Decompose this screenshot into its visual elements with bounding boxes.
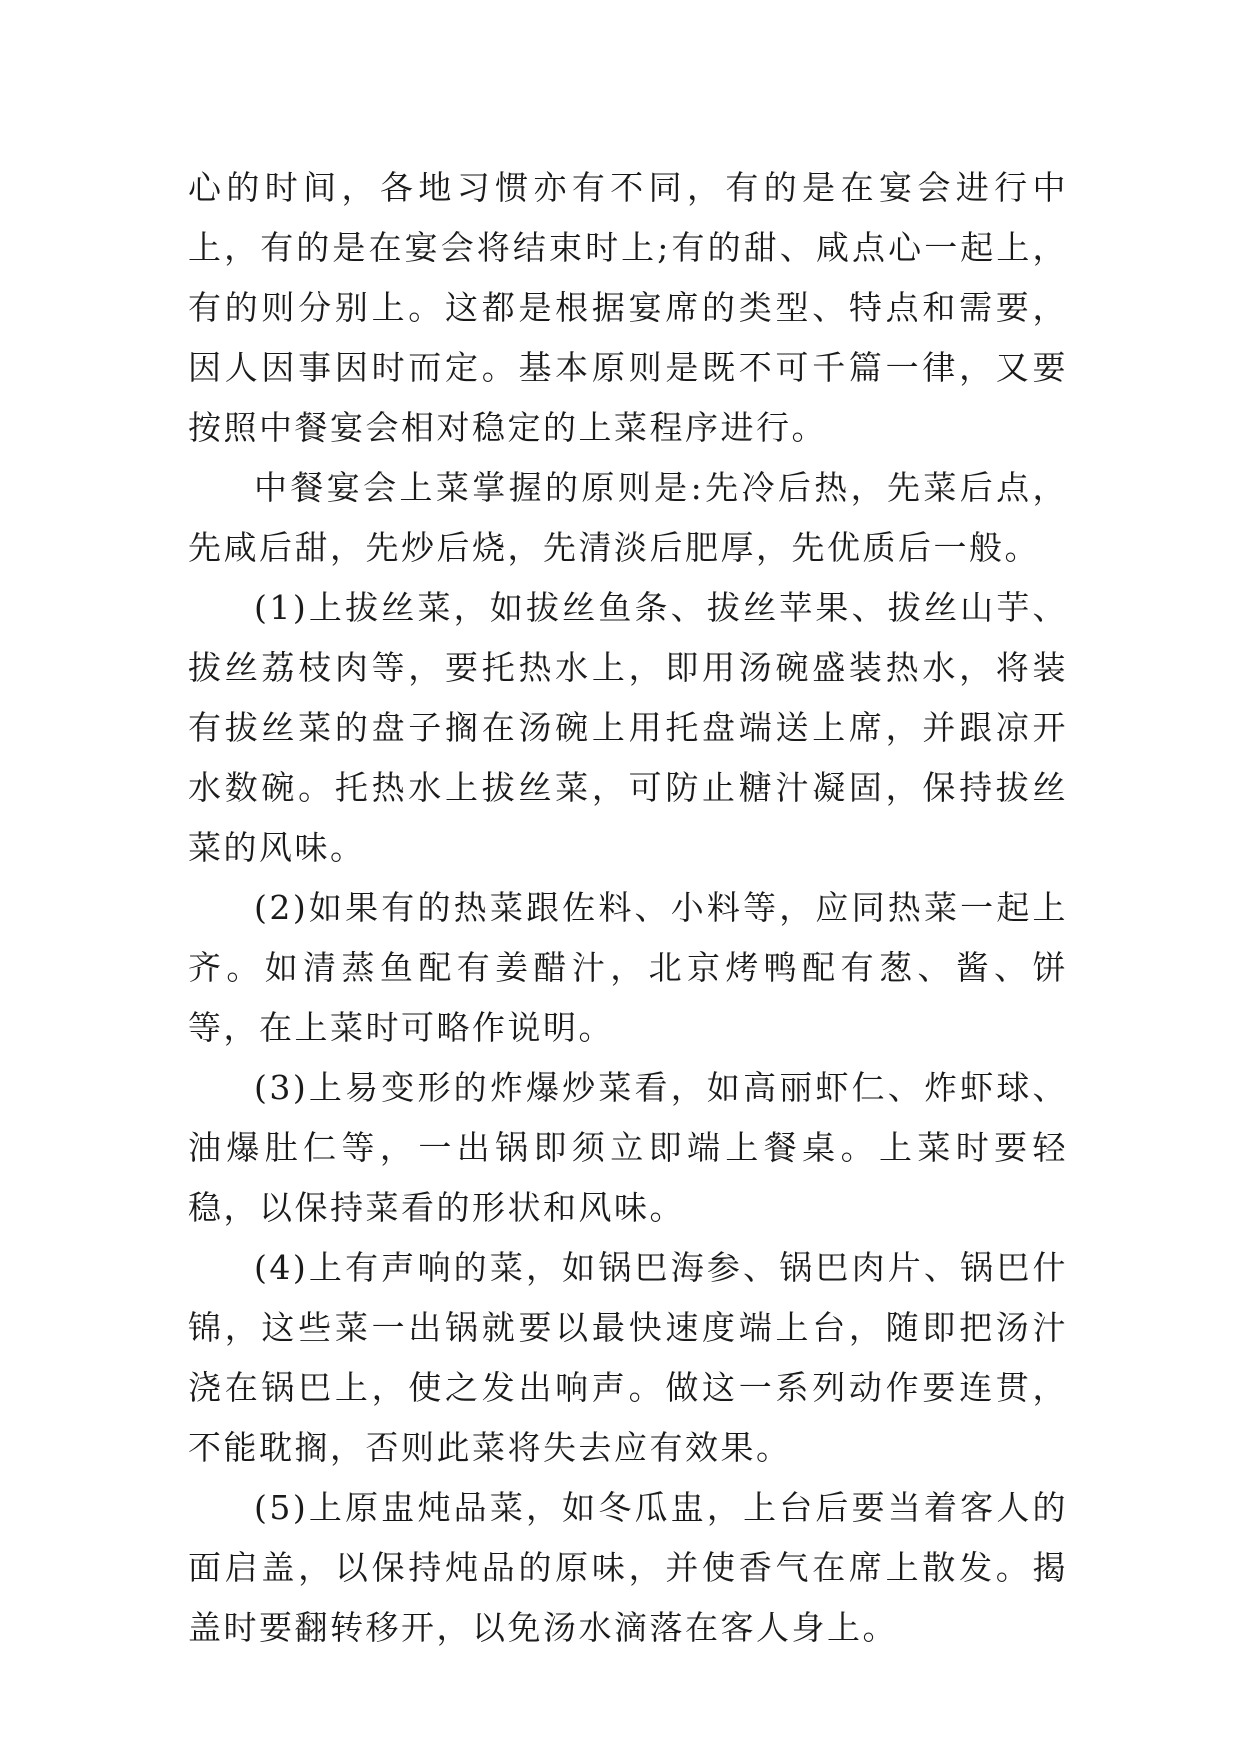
- paragraph-item-2: (2)如果有的热菜跟佐料、小料等，应同热菜一起上齐。如清蒸鱼配有姜醋汁，北京烤鸭配有葱、酱、饼等，在上菜时可略作说明。: [188, 888, 1068, 1047]
- paragraph-principles: 中餐宴会上菜掌握的原则是:先冷后热，先菜后点，先咸后甜，先炒后烧，先清淡后肥厚，先优质后一般。: [188, 468, 1068, 567]
- paragraph-continued: 心的时间，各地习惯亦有不同，有的是在宴会进行中上，有的是在宴会将结束时上;有的甜、咸点心一起上，有的则分别上。这都是根据宴席的类型、特点和需要，因人因事因时而定。基本原则是既不可千篇一律，又要按照中餐宴会相对稳定的上菜程序进行。: [188, 168, 1068, 447]
- paragraph-item-5: (5)上原盅炖品菜，如冬瓜盅，上台后要当着客人的面启盖，以保持炖品的原味，并使香气在席上散发。揭盖时要翻转移开，以免汤水滴落在客人身上。: [188, 1488, 1068, 1647]
- document-body: [188, 158, 1068, 1658]
- paragraph-item-4: (4)上有声响的菜，如锅巴海参、锅巴肉片、锅巴什锦，这些菜一出锅就要以最快速度端上台，随即把汤汁浇在锅巴上，使之发出响声。做这一系列动作要连贯，不能耽搁，否则此菜将失去应有效果。: [188, 1248, 1068, 1467]
- paragraph-item-3: (3)上易变形的炸爆炒菜看，如高丽虾仁、炸虾球、油爆肚仁等，一出锅即须立即端上餐桌。上菜时要轻稳，以保持菜看的形状和风味。: [188, 1068, 1068, 1227]
- paragraph-item-1: (1)上拔丝菜，如拔丝鱼条、拔丝苹果、拔丝山芋、拔丝荔枝肉等，要托热水上，即用汤碗盛装热水，将装有拔丝菜的盘子搁在汤碗上用托盘端送上席，并跟凉开水数碗。托热水上拔丝菜，可防止糖汁凝固，保持拔丝菜的风味。: [188, 588, 1068, 867]
